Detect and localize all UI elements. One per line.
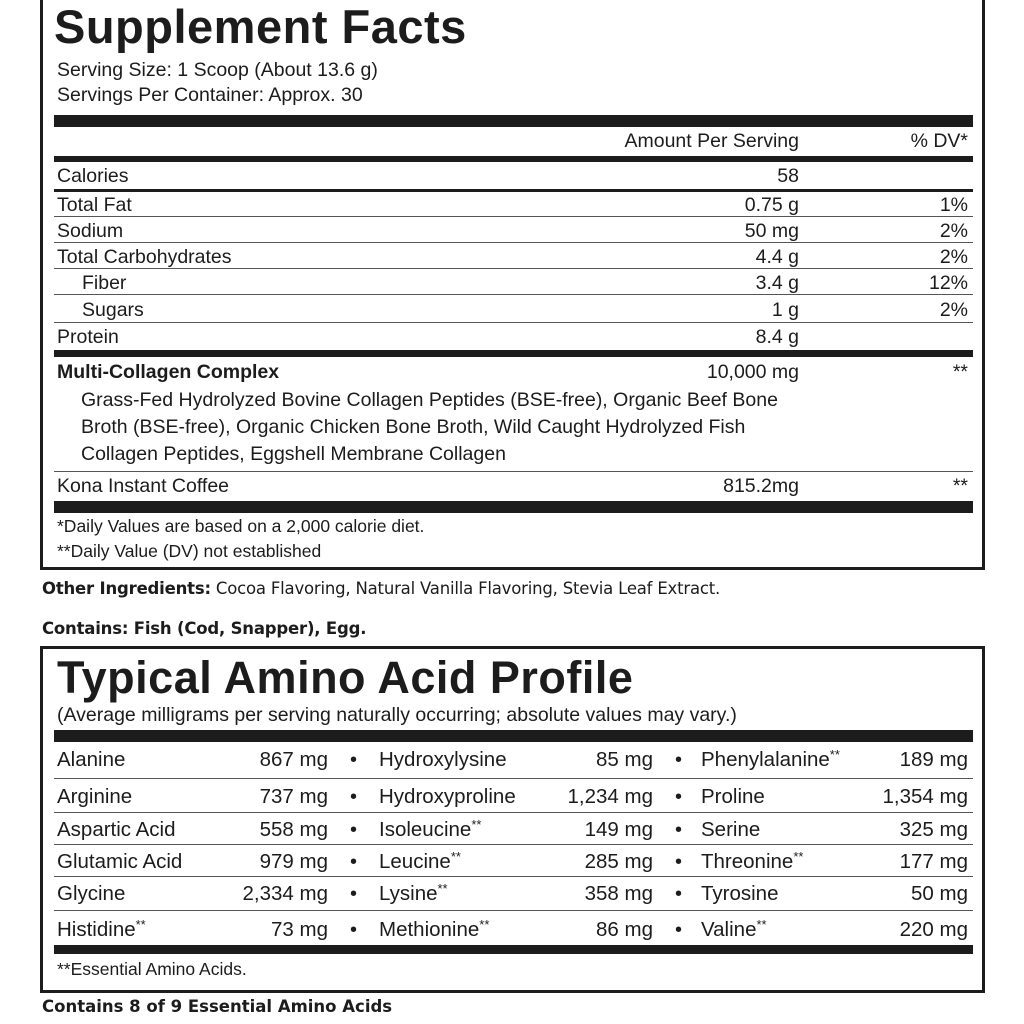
amino-acid-name-text: Glycine	[57, 882, 126, 905]
amino-acid-name	[57, 820, 176, 841]
row-rule	[54, 471, 973, 472]
amino-acid-name-text: Arginine	[57, 785, 133, 808]
nutrient-name: Protein	[57, 326, 119, 348]
amino-acid-amount: 50 mg	[911, 882, 968, 905]
amino-acid-amount: 86 mg	[596, 918, 653, 941]
amino-acid-row	[57, 817, 968, 846]
amino-acid-name-text: Leucine	[379, 850, 451, 873]
amino-acid-amount: 285 mg	[584, 850, 653, 873]
bullet-separator: •	[675, 749, 683, 771]
medium-divider	[54, 350, 973, 357]
bullet-separator: •	[350, 851, 358, 873]
nutrient-amount: 3.4 g	[755, 272, 799, 294]
amino-acid-amount: 85 mg	[596, 748, 653, 771]
bullet-separator: •	[675, 883, 683, 905]
amino-acid-name	[701, 747, 840, 771]
amino-acid-amount: 358 mg	[584, 882, 653, 905]
nutrient-name: Calories	[57, 165, 129, 187]
amino-acid-name	[701, 849, 804, 873]
amino-acid-name-text: Serine	[701, 818, 761, 841]
essential-marker: **	[437, 881, 448, 896]
amino-acid-amount: 189 mg	[899, 748, 968, 771]
bullet-separator: •	[675, 851, 683, 873]
amino-acid-amount: 867 mg	[259, 748, 328, 771]
servings-per-container: Servings Per Container: Approx. 30	[57, 84, 363, 106]
nutrient-amount: 8.4 g	[755, 326, 799, 348]
complex-description-line: Collagen Peptides, Eggshell Membrane Collagen	[81, 443, 506, 465]
amino-acid-name	[379, 849, 461, 873]
thick-divider	[54, 730, 973, 742]
nutrient-amount: 58	[777, 165, 799, 187]
amino-acid-amount: 558 mg	[259, 818, 328, 841]
row-rule	[54, 844, 973, 845]
coffee-dv: **	[952, 475, 968, 497]
nutrient-amount: 1 g	[771, 299, 799, 321]
amino-acid-row	[57, 747, 968, 776]
amino-acid-amount: 220 mg	[899, 918, 968, 941]
complex-description-line: Grass-Fed Hydrolyzed Bovine Collagen Peptides (BSE-free), Organic Beef Bone	[81, 389, 778, 411]
complex-amount: 10,000 mg	[706, 361, 799, 383]
essential-marker: **	[829, 747, 840, 762]
amino-acid-name-text: Hydroxyproline	[379, 785, 516, 808]
amino-acid-name-text: Histidine	[57, 918, 136, 941]
bullet-separator: •	[675, 786, 683, 808]
amino-acid-amount: 149 mg	[584, 818, 653, 841]
nutrient-row	[57, 328, 968, 348]
bullet-separator: •	[350, 883, 358, 905]
essential-marker: **	[793, 849, 804, 864]
amino-acid-amount: 325 mg	[899, 818, 968, 841]
amino-acid-name	[57, 787, 132, 808]
amino-acid-name	[57, 884, 125, 905]
supplement-facts-panel	[40, 0, 985, 570]
bullet-separator: •	[350, 919, 358, 941]
amino-acid-name	[701, 787, 765, 808]
nutrient-amount: 50 mg	[744, 220, 799, 242]
nutrient-amount: 0.75 g	[744, 194, 799, 216]
nutrient-row	[57, 274, 968, 294]
amino-acid-amount: 1,354 mg	[882, 785, 968, 808]
amino-acid-row	[57, 917, 968, 946]
coffee-amount: 815.2mg	[723, 475, 799, 497]
complex-dv: **	[952, 361, 968, 383]
amino-acid-name	[379, 750, 507, 771]
amino-acid-name-text: Methionine	[379, 918, 480, 941]
amino-acid-name-text: Isoleucine	[379, 818, 472, 841]
nutrient-dv: 2%	[939, 246, 968, 268]
amino-acid-row	[57, 849, 968, 878]
bullet-separator: •	[350, 786, 358, 808]
row-rule	[54, 812, 973, 813]
nutrient-dv: 2%	[939, 299, 968, 321]
essential-marker: **	[479, 917, 490, 932]
amino-acid-name-text: Alanine	[57, 748, 126, 771]
amino-acid-name-text: Tyrosine	[701, 882, 779, 905]
nutrient-row	[57, 222, 968, 242]
complex-row	[57, 363, 968, 383]
amino-acid-amount: 2,334 mg	[242, 882, 328, 905]
amino-acid-name-text: Lysine	[379, 882, 438, 905]
amino-acid-name-text: Hydroxylysine	[379, 748, 507, 771]
medium-divider	[54, 156, 973, 162]
thick-divider	[54, 115, 973, 127]
bullet-separator: •	[675, 919, 683, 941]
serving-size: Serving Size: 1 Scoop (About 13.6 g)	[57, 59, 378, 81]
coffee-name: Kona Instant Coffee	[57, 475, 230, 497]
amino-acid-name-text: Glutamic Acid	[57, 850, 183, 873]
row-rule	[54, 242, 973, 243]
nutrient-row	[57, 248, 968, 268]
amino-acid-name-text: Phenylalanine	[701, 748, 830, 771]
essential-marker: **	[471, 817, 482, 832]
divider	[54, 189, 973, 192]
dv-not-established-footnote: **Daily Value (DV) not established	[57, 541, 322, 561]
nutrient-amount: 4.4 g	[755, 246, 799, 268]
nutrient-name: Total Fat	[57, 194, 132, 216]
amino-acid-name	[379, 881, 448, 905]
essential-marker: **	[756, 917, 767, 932]
amino-acid-name	[701, 917, 767, 941]
essential-marker: **	[135, 917, 146, 932]
amino-acid-name-text: Aspartic Acid	[57, 818, 176, 841]
bullet-separator: •	[350, 749, 358, 771]
amino-acid-amount: 737 mg	[259, 785, 328, 808]
allergen-statement: Contains: Fish (Cod, Snapper), Egg.	[42, 619, 367, 638]
row-rule	[54, 216, 973, 217]
amino-acid-amount: 177 mg	[899, 850, 968, 873]
nutrient-dv: 2%	[939, 220, 968, 242]
other-ingredients	[42, 581, 720, 598]
amino-acid-name	[379, 817, 482, 841]
amino-acid-name	[701, 884, 778, 905]
complex-description	[81, 387, 941, 468]
thick-divider	[54, 501, 973, 513]
essential-marker: **	[450, 849, 461, 864]
nutrient-name: Sugars	[82, 299, 144, 321]
daily-value-footnote: *Daily Values are based on a 2,000 calorie diet.	[57, 516, 425, 536]
amount-per-serving-header: Amount Per Serving	[624, 130, 799, 152]
coffee-row	[57, 477, 968, 497]
nutrient-name: Fiber	[82, 272, 127, 294]
essential-amino-summary: Contains 8 of 9 Essential Amino Acids	[42, 997, 393, 1016]
complex-name: Multi-Collagen Complex	[57, 361, 280, 383]
row-rule	[54, 876, 973, 877]
bullet-separator: •	[675, 819, 683, 841]
amino-acid-panel	[40, 646, 985, 993]
nutrient-name: Sodium	[57, 220, 124, 242]
amino-profile-title: Typical Amino Acid Profile	[57, 652, 634, 703]
nutrient-name: Total Carbohydrates	[57, 246, 232, 268]
row-rule	[54, 268, 973, 269]
thick-divider	[54, 945, 973, 954]
amino-profile-subtitle: (Average milligrams per serving naturally occurring; absolute values may vary.)	[57, 704, 737, 726]
amino-acid-name	[57, 750, 125, 771]
essential-amino-footnote: **Essential Amino Acids.	[57, 959, 247, 979]
nutrient-row	[57, 196, 968, 216]
amino-acid-row	[57, 787, 968, 813]
row-rule	[54, 322, 973, 323]
bullet-separator: •	[350, 819, 358, 841]
supplement-facts-title: Supplement Facts	[54, 0, 467, 53]
amino-acid-name	[57, 852, 182, 873]
complex-description-line: Broth (BSE-free), Organic Chicken Bone Broth, Wild Caught Hydrolyzed Fish	[81, 416, 746, 438]
row-rule	[54, 294, 973, 295]
amino-acid-name	[57, 917, 146, 941]
amino-acid-name-text: Proline	[701, 785, 765, 808]
nutrient-row	[57, 167, 968, 187]
daily-value-header: % DV*	[910, 130, 968, 152]
amino-acid-name	[379, 787, 516, 808]
row-rule	[54, 910, 973, 911]
amino-acid-amount: 1,234 mg	[567, 785, 653, 808]
nutrient-dv: 12%	[928, 272, 968, 294]
other-ingredients-label: Other Ingredients:	[42, 579, 211, 598]
amino-acid-name	[701, 820, 760, 841]
amino-acid-amount: 979 mg	[259, 850, 328, 873]
nutrient-dv: 1%	[939, 194, 968, 216]
other-ingredients-text: Cocoa Flavoring, Natural Vanilla Flavoring, Stevia Leaf Extract.	[210, 579, 721, 598]
amino-acid-amount: 73 mg	[271, 918, 328, 941]
row-rule	[54, 778, 973, 779]
nutrient-row	[57, 301, 968, 321]
amino-acid-row	[57, 881, 968, 910]
amino-acid-name-text: Threonine	[701, 850, 794, 873]
amino-acid-name	[379, 917, 490, 941]
amino-acid-name-text: Valine	[701, 918, 757, 941]
